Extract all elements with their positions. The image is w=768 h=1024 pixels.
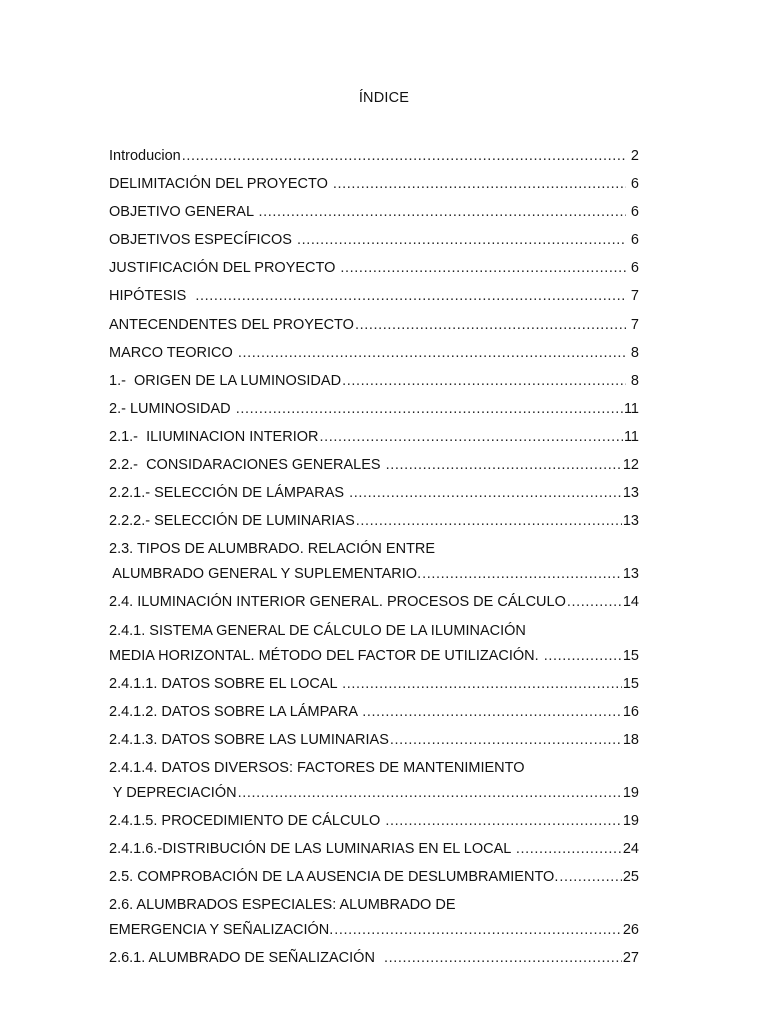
- toc-entry: [109, 482, 639, 510]
- toc-page-number: 15: [622, 675, 639, 692]
- toc-entry-label: JUSTIFICACIÓN DEL PROYECTO: [109, 260, 340, 277]
- dot-leader: [356, 510, 622, 532]
- index-title: ÍNDICE: [358, 90, 410, 106]
- toc-entry-label: MARCO TEORICO: [109, 344, 237, 361]
- toc-entry: [109, 398, 639, 426]
- toc-entry-label: 2.1.- ILIUMINACION INTERIOR: [109, 428, 319, 445]
- dot-leader: [544, 645, 622, 667]
- toc-entry-label: 2.4.1.6.-DISTRIBUCIÓN DE LAS LUMINARIAS EN EL LOCAL: [109, 841, 515, 858]
- toc-entry-label: HIPÓTESIS: [109, 288, 195, 305]
- toc-entry-label: DELIMITACIÓN DEL PROYECTO: [109, 176, 332, 193]
- dot-leader: [259, 201, 626, 223]
- dot-leader: [422, 563, 622, 585]
- toc-entry: [109, 810, 639, 838]
- toc-page-number: 18: [622, 731, 639, 748]
- toc-entry: [109, 563, 639, 591]
- dot-leader: [238, 342, 626, 364]
- toc-entry-label: 2.3. TIPOS DE ALUMBRADO. RELACIÓN ENTRE: [109, 541, 436, 558]
- toc-entry-line: [109, 894, 639, 919]
- toc-entry: [109, 838, 639, 866]
- toc-entry-label: EMERGENCIA Y SEÑALIZACIÓN.: [109, 922, 334, 939]
- toc-entry: [109, 229, 639, 257]
- toc-page-number: 8: [630, 372, 639, 389]
- dot-leader: [355, 314, 626, 336]
- toc-entry: [109, 510, 639, 538]
- toc-entry-label: 2.4. ILUMINACIÓN INTERIOR GENERAL. PROCESOS DE CÁLCULO: [109, 594, 566, 611]
- toc-entry: [109, 314, 639, 342]
- toc-page-number: 13: [622, 513, 639, 530]
- toc-page-number: 2: [630, 148, 639, 164]
- toc-entry-label: OBJETIVOS ESPECÍFICOS: [109, 232, 296, 249]
- toc-entry-line: [109, 620, 639, 645]
- toc-entry-label: MEDIA HORIZONTAL. MÉTODO DEL FACTOR DE UTILIZACIÓN.: [109, 647, 543, 664]
- toc-entry: [109, 866, 639, 894]
- toc-page-number: 15: [622, 647, 639, 664]
- toc-entry-label: 1.- ORIGEN DE LA LUMINOSIDAD: [109, 372, 342, 389]
- toc-entry: [109, 342, 639, 370]
- toc-page-number: 6: [630, 204, 639, 221]
- toc-entry-label: 2.- LUMINOSIDAD: [109, 400, 235, 417]
- toc-entry: [109, 454, 639, 482]
- toc-page-number: 13: [622, 566, 639, 583]
- dot-leader: [362, 701, 622, 723]
- toc-entry-label: 2.4.1.2. DATOS SOBRE LA LÁMPARA: [109, 703, 362, 720]
- toc-entry: [109, 729, 639, 757]
- toc-page-number: 25: [622, 869, 639, 886]
- toc-page-number: 26: [622, 922, 639, 939]
- toc-page-number: 8: [630, 344, 639, 361]
- toc-entry-label: 2.6.1. ALUMBRADO DE SEÑALIZACIÓN: [109, 950, 383, 967]
- toc-entry: [109, 426, 639, 454]
- dot-leader: [236, 398, 623, 420]
- toc-page-number: 12: [622, 457, 639, 474]
- toc-page-number: 7: [630, 288, 639, 305]
- dot-leader: [340, 257, 626, 279]
- dot-leader: [342, 673, 622, 695]
- toc-page-number: 24: [622, 841, 639, 858]
- toc-entry-label: 2.2.1.- SELECCIÓN DE LÁMPARAS: [109, 485, 349, 502]
- toc-page-number: 16: [622, 703, 639, 720]
- toc-entry-label: 2.4.1.5. PROCEDIMIENTO DE CÁLCULO: [109, 812, 385, 829]
- dot-leader: [297, 229, 626, 251]
- toc-entry-label: 2.2.2.- SELECCIÓN DE LUMINARIAS: [109, 513, 355, 530]
- toc-entry-line: [109, 757, 639, 782]
- toc-entry: [109, 370, 639, 398]
- dot-leader: [385, 810, 622, 832]
- toc-entry: [109, 947, 639, 975]
- dot-leader: [567, 591, 622, 613]
- toc-entry-label: 2.4.1.1. DATOS SOBRE EL LOCAL: [109, 675, 342, 692]
- dot-leader: [342, 370, 626, 392]
- toc-entry-label: 2.2.- CONSIDARACIONES GENERALES: [109, 457, 385, 474]
- dot-leader: [386, 454, 622, 476]
- toc-page-number: 13: [622, 485, 639, 502]
- dot-leader: [516, 838, 622, 860]
- toc-page-number: 6: [630, 232, 639, 249]
- toc-page-number: 11: [623, 428, 639, 445]
- dot-leader: [349, 482, 622, 504]
- dot-leader: [333, 173, 626, 195]
- toc-entry-label: Y DEPRECIACIÓN: [109, 784, 237, 801]
- toc-page-number: 19: [622, 784, 639, 801]
- dot-leader: [559, 866, 622, 888]
- toc-page-number: 7: [630, 316, 639, 333]
- toc-entry-label: OBJETIVO GENERAL: [109, 204, 258, 221]
- dot-leader: [182, 145, 626, 167]
- toc-entry: [109, 673, 639, 701]
- toc-entry: [109, 782, 639, 810]
- toc-entry-label: 2.4.1.3. DATOS SOBRE LAS LUMINARIAS: [109, 731, 389, 748]
- toc-entry: [109, 701, 639, 729]
- toc-entry-label: Introducion: [109, 148, 181, 164]
- dot-leader: [384, 947, 622, 969]
- dot-leader: [319, 426, 622, 448]
- toc-page-number: 11: [623, 400, 639, 417]
- toc-entry-label: 2.6. ALUMBRADOS ESPECIALES: ALUMBRADO DE: [109, 897, 456, 914]
- toc-entry-label: 2.4.1.4. DATOS DIVERSOS: FACTORES DE MANTENIMIENTO: [109, 759, 525, 776]
- toc-entry: [109, 201, 639, 229]
- dot-leader: [195, 285, 626, 307]
- dot-leader: [238, 782, 622, 804]
- toc-entry: [109, 591, 639, 619]
- toc-page-number: 19: [622, 812, 639, 829]
- toc-entry-label: 2.4.1. SISTEMA GENERAL DE CÁLCULO DE LA ILUMINACIÓN: [109, 622, 526, 639]
- toc-entry-label: ANTECENDENTES DEL PROYECTO: [109, 316, 354, 333]
- toc-page-number: 27: [622, 950, 639, 967]
- dot-leader: [390, 729, 622, 751]
- toc-entry: [109, 145, 639, 173]
- toc-entry: [109, 257, 639, 285]
- toc-entry: [109, 919, 639, 947]
- toc-entry-label: 2.5. COMPROBACIÓN DE LA AUSENCIA DE DESLUMBRAMIENTO.: [109, 869, 559, 886]
- toc-page-number: 14: [622, 594, 639, 611]
- toc-page-number: 6: [630, 260, 639, 277]
- toc-page-number: 6: [630, 176, 639, 193]
- toc-entry: [109, 173, 639, 201]
- toc-entry-line: [109, 538, 639, 563]
- table-of-contents: [109, 145, 639, 975]
- toc-entry-label: ALUMBRADO GENERAL Y SUPLEMENTARIO.: [109, 566, 422, 583]
- toc-entry: [109, 285, 639, 313]
- dot-leader: [334, 919, 622, 941]
- toc-entry: [109, 645, 639, 673]
